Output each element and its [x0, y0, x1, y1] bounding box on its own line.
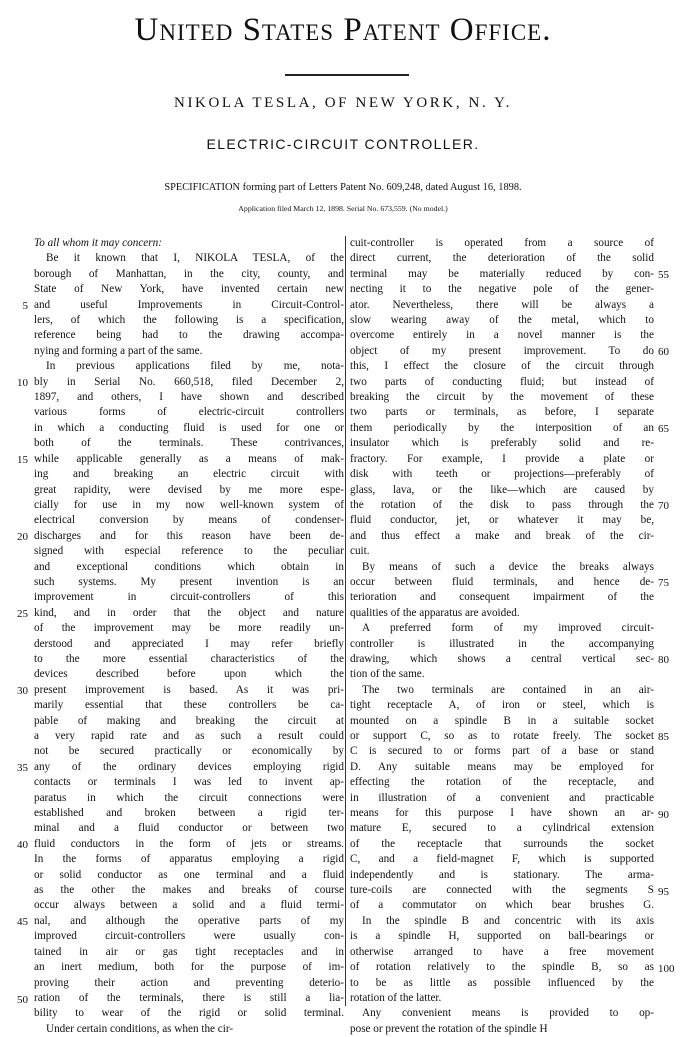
text-line: independently and is stationary. The arma- [350, 868, 654, 881]
application-line: Application filed March 12, 1898. Serial No. 673,559. (No model.) [238, 204, 448, 213]
text-line: of a commutator on which bear brushes G. [350, 899, 654, 912]
text-line: bly in Serial No. 660,518, filed December 2, [34, 375, 344, 388]
margin-line-number: 80 [658, 654, 669, 667]
text-line: mature E, secured to a cylindrical extension [350, 822, 654, 835]
margin-line-number: 100 [658, 962, 675, 975]
invention-title: ELECTRIC-CIRCUIT CONTROLLER. [206, 136, 480, 152]
text-line: occur between fluid terminals, and hence de- [350, 575, 654, 588]
text-line: ture-coils are connected with the segments S [350, 884, 654, 897]
text-line: electrical conversion by means of condenser- [34, 514, 344, 527]
text-line: qualities of the apparatus are avoided. [350, 606, 520, 619]
text-line: such systems. My present invention is an [34, 575, 344, 588]
text-line: Any convenient means is provided to op- [362, 1007, 654, 1020]
text-line: Under certain conditions, as when the cir- [46, 1022, 234, 1035]
text-line: or support C, so as to rotate freely. The socket [350, 730, 654, 742]
text-line: effecting the rotation of the receptacle, and [350, 776, 654, 789]
text-line: slow wearing away of the metal, which to [350, 314, 654, 327]
margin-line-number: 90 [658, 808, 669, 821]
margin-line-number: 95 [658, 885, 669, 898]
margin-line-number: 40 [17, 839, 28, 852]
text-line: an inert medium, both for the purpose of im- [34, 961, 344, 974]
text-line: terminal may be materially reduced by con- [350, 267, 654, 280]
text-line: two parts of conducting fluid; but instead of [350, 375, 654, 388]
margin-line-number: 30 [17, 685, 28, 698]
margin-line-number: 60 [658, 345, 669, 358]
text-line: established and broken between a rigid ter- [34, 807, 344, 820]
title-rule [285, 74, 409, 76]
text-line: Be it known that I, NIKOLA TESLA, of the [46, 252, 344, 265]
margin-line-number: 20 [17, 530, 28, 543]
text-line: C is secured to or forms part of a base or stand [350, 745, 654, 758]
text-line: ator. Nevertheless, there will be always a [350, 298, 654, 311]
text-line: discharges and for this reason have been de- [34, 529, 344, 542]
margin-line-number: 15 [17, 453, 28, 466]
text-line: terioration and consequent impairment of the [350, 591, 654, 604]
text-line: 1897, and others, I have shown and described [34, 391, 344, 404]
text-line: to the more essential characteristics of the [34, 652, 344, 665]
text-line: fluid conductors in the form of jets or streams. [34, 837, 344, 850]
text-line: minal and a fluid conductor or between two [34, 822, 344, 835]
text-line: nying and forming a part of the same. [34, 344, 203, 357]
text-line: To all whom it may concern: [34, 237, 162, 249]
text-line: tight receptacle A, of iron or steel, which is [350, 699, 654, 712]
text-line: pose or prevent the rotation of the spindle H [350, 1022, 548, 1035]
text-line: C, and a field-magnet F, which is supported [350, 853, 654, 866]
text-line: kind, and in order that the object and nature [34, 606, 344, 619]
text-line: them periodically by the interposition of an [350, 421, 654, 434]
text-line: mounted on a spindle B in a suitable socket [350, 714, 654, 727]
office-title: United States Patent Office. [134, 12, 552, 48]
text-line: various forms of electric-circuit controllers [34, 406, 344, 419]
text-line: present improvement is based. As it was pri- [34, 683, 344, 696]
text-line: a very rapid rate and as such a result could [34, 730, 344, 742]
text-line: disk with teeth or projections—preferably of [350, 468, 654, 481]
text-line: A preferred form of my improved circuit- [362, 622, 654, 635]
margin-line-number: 55 [658, 268, 669, 281]
left-text-column [34, 236, 344, 1037]
text-line: In the forms of apparatus employing a rigid [34, 853, 344, 866]
text-line: great rapidity, were devised by me more espe- [34, 483, 344, 496]
text-line: bility to wear of the rigid or solid terminal. [34, 1007, 344, 1020]
text-line: and exceptional conditions which obtain in [34, 560, 344, 573]
text-line: this, I effect the closure of the circuit through [350, 360, 654, 373]
text-line: otherwise arranged to have a free movement [350, 945, 654, 958]
text-line: necting it to the negative pole of the gener- [350, 283, 654, 296]
text-line: not be secured practically or economically by [34, 745, 344, 758]
margin-line-number: 35 [17, 762, 28, 775]
text-line: rotation of the latter. [350, 991, 442, 1004]
text-line: any of the ordinary devices employing rigid [34, 760, 344, 773]
text-line: marily essential that these controllers be ca- [34, 699, 344, 712]
text-line: In previous applications filed by me, nota- [46, 360, 344, 373]
text-line: devices described before upon which the [34, 668, 344, 681]
text-line: glass, lava, or the like—which are caused by [350, 483, 654, 496]
text-line: proving their action and preventing deterio- [34, 976, 344, 989]
text-line: reference being had to the drawing accompa- [34, 329, 344, 342]
text-line: while applicable generally as a means of mak- [34, 452, 344, 465]
margin-line-number: 85 [658, 731, 669, 744]
text-line: paratus in which the circuit connections were [34, 791, 344, 804]
text-line: ration of the terminals, there is still a lia- [34, 991, 344, 1004]
text-line: cuit-controller is operated from a source of [350, 237, 654, 249]
margin-line-number: 5 [22, 299, 28, 312]
text-line: as the other the makes and breaks of course [34, 884, 344, 897]
margin-line-number: 70 [658, 500, 669, 513]
text-line: improved circuit-controllers were usually con- [34, 930, 344, 943]
text-line: direct current, the deterioration of the solid [350, 252, 654, 265]
text-line: to be as little as possible influenced by the [350, 976, 654, 989]
text-line: In the spindle B and concentric with its axis [362, 914, 654, 927]
text-line: ing and breaking an electric circuit with [34, 468, 344, 481]
text-line: contacts or terminals I was led to invent ap- [34, 776, 344, 789]
margin-line-number: 65 [658, 423, 669, 436]
text-line: By means of such a device the breaks always [362, 560, 654, 573]
text-line: of the receptacle that surrounds the socket [350, 837, 654, 850]
text-line: object of my present improvement. To do [350, 344, 654, 357]
text-line: signed with especial reference to the peculiar [34, 545, 344, 558]
text-line: borough of Manhattan, in the city, county, and [34, 267, 344, 280]
text-line: in illustration of a convenient and practicable [350, 791, 654, 804]
text-line: occur always between a solid and a fluid termi- [34, 899, 344, 912]
text-line: D. Any suitable means may be employed for [350, 760, 654, 773]
text-line: tion of the same. [350, 668, 425, 681]
text-line: means for this purpose I have shown an ar- [350, 807, 654, 820]
text-line: pable of making and breaking the circuit at [34, 714, 344, 727]
text-line: fractory. For example, I provide a plate or [350, 452, 654, 465]
specification-line: SPECIFICATION forming part of Letters Patent No. 609,248, dated August 16, 1898. [164, 182, 522, 193]
text-line: nal, and although the operative parts of my [34, 914, 344, 927]
text-line: drawing, which shows a central vertical sec- [350, 652, 654, 665]
text-line: and useful Improvements in Circuit-Control- [34, 298, 344, 311]
text-line: derstood and appreciated I may refer briefly [34, 637, 344, 650]
text-line: insulator which is preferably solid and re- [350, 437, 654, 450]
text-line: controller is illustrated in the accompanying [350, 637, 654, 650]
text-line: breaking the circuit by the movement of these [350, 391, 654, 404]
text-line: cially for use in my now well-known system of [34, 498, 344, 511]
text-line: lers, of which the following is a specification, [34, 314, 344, 327]
text-line: The two terminals are contained in an air- [362, 683, 654, 696]
text-line: State of New York, have invented certain new [34, 283, 344, 296]
text-line: or solid conductor as one terminal and a fluid [34, 868, 344, 881]
text-line: fluid conductor, jet, or whatever it may be, [350, 514, 654, 527]
text-line: and thus effect a make and break of the cir- [350, 529, 654, 542]
margin-line-number: 45 [17, 916, 28, 929]
text-line: is a spindle H, supported on ball-bearings or [350, 930, 654, 943]
text-line: the rotation of the disk to pass through the [350, 498, 654, 511]
text-line: of rotation relatively to the spindle B, so as [350, 961, 654, 974]
text-line: two parts or terminals, as before, I separate [350, 406, 654, 419]
margin-line-number: 50 [17, 993, 28, 1006]
inventor-line: NIKOLA TESLA, OF NEW YORK, N. Y. [174, 95, 512, 111]
right-text-column [350, 236, 654, 1037]
text-line: in which a conducting fluid is used for one or [34, 421, 344, 434]
text-line: cuit. [350, 545, 370, 558]
text-line: tained in air or gas tight receptacles and in [34, 945, 344, 958]
text-line: of the improvement may be more readily un- [34, 622, 344, 635]
text-line: both of the terminals. These contrivances, [34, 437, 344, 450]
text-line: overcome entirely in a novel manner is the [350, 329, 654, 342]
text-line: improvement in circuit-controllers of this [34, 591, 344, 604]
margin-line-number: 25 [17, 608, 28, 621]
column-divider [345, 236, 346, 1006]
margin-line-number: 75 [658, 577, 669, 590]
margin-line-number: 10 [17, 376, 28, 389]
